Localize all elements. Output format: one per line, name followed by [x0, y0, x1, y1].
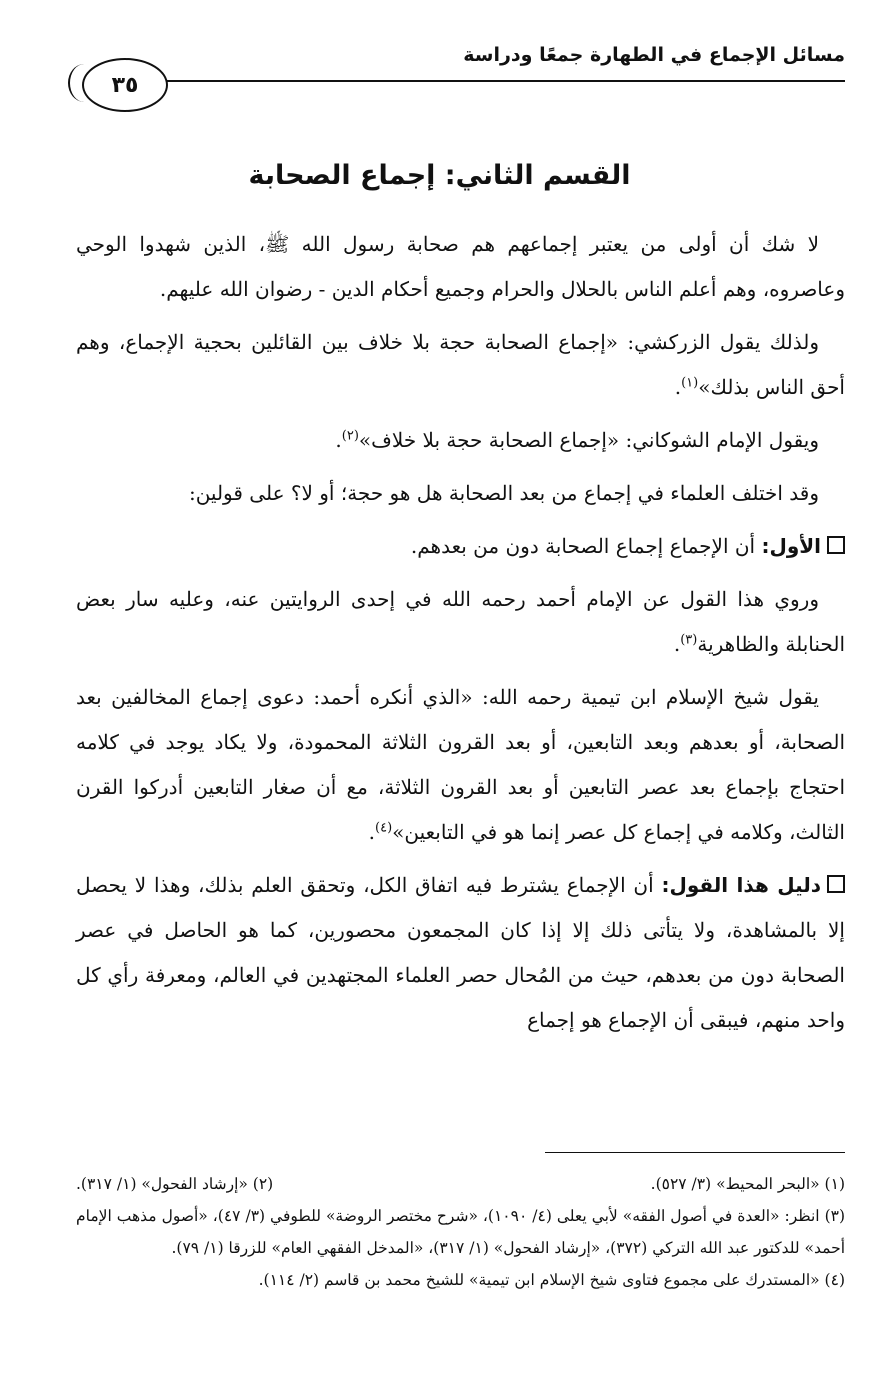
paragraph-ahmad: وروي هذا القول عن الإمام أحمد رحمه الله في إحدى الروايتين عنه، وعليه سار بعض الحنابلة والظاهرية$^{(٣)}$. — [76, 587, 845, 656]
square-bullet-icon — [827, 536, 845, 554]
footnote-ref-2[interactable]: (٢) — [341, 428, 359, 444]
running-title: مسائل الإجماع في الطهارة جمعًا ودراسة — [463, 44, 845, 66]
paragraph-shawkani: ويقول الإمام الشوكاني: «إجماع الصحابة حجة بلا خلاف»$^{(٢)}$. — [335, 428, 819, 452]
footnote-2: (٢) «إرشاد الفحول» (١/ ٣١٧). — [76, 1175, 274, 1193]
page-number-badge — [82, 58, 168, 112]
footnote-ref-4[interactable]: (٤) — [375, 820, 393, 836]
footnote-1: (١) «البحر المحيط» (٣/ ٥٢٧). — [650, 1175, 845, 1193]
footnote-ref-3[interactable]: (٣) — [680, 632, 698, 648]
footnote-ref-1[interactable]: (١) — [681, 375, 699, 391]
paragraph-text: يقول شيخ الإسلام ابن تيمية رحمه الله: «الذي أنكره أحمد: دعوى إجماع المخالفين بعد الصحابة، أو بعدهم وبعد التابعين، أو بعد القرون الثلاثة المحمودة، ولا يكاد يوجد في كلامه احتجاج بإجماع بعد عصر التابعين أو بعد القرون الثلاثة، مع أن صغار التابعين أدركوا القرن الثالث، وكلامه في إجماع كل عصر إنما هو في التابعين» — [76, 685, 845, 844]
paragraph-evidence — [76, 863, 845, 1043]
footnote-3: (٣) انظر: «العدة في أصول الفقه» لأبي يعلى (٤/ ١٠٩٠)، «شرح مختصر الروضة» للطوفي (٣/ ٤٧)، «أصول مذهب الإمام أحمد» للدكتور عبد الله التركي (٣٧٢)، «إرشاد الفحول» (١/ ٣١٧)، «المدخل الفقهي العام» للزرقا (١/ ٧٩). — [76, 1207, 846, 1257]
evidence-label: دليل هذا القول: — [661, 873, 822, 897]
footnote-rule — [545, 1152, 845, 1153]
opinion-label: الأول: — [761, 534, 821, 558]
paragraph-text: وروي هذا القول عن الإمام أحمد رحمه الله في إحدى الروايتين عنه، وعليه سار بعض الحنابلة والظاهرية — [76, 587, 845, 656]
paragraph-intro — [76, 222, 845, 312]
footnote-4: (٤) «المستدرك على مجموع فتاوى شيخ الإسلام ابن تيمية» للشيخ محمد بن قاسم (٢/ ١١٤). — [258, 1271, 845, 1289]
paragraph-text: أن الإجماع يشترط فيه اتفاق الكل، وتحقق العلم بذلك، وهذا لا يحصل إلا بالمشاهدة، ولا يتأتى ذلك إلا إذا كان المجمعون محصورين، كما هو الحاصل في عصر الصحابة دون من بعدهم، حيث من المُحال حصر العلماء المجتهدين في العالم، ومعرفة رأي كل واحد منهم، فيبقى أن الإجماع هو إجماع — [76, 873, 845, 1032]
paragraph-ibn-taymiyya: يقول شيخ الإسلام ابن تيمية رحمه الله: «الذي أنكره أحمد: دعوى إجماع المخالفين بعد الصحابة، أو بعدهم وبعد التابعين، أو بعد القرون الثلاثة المحمودة، ولا يكاد يوجد في كلامه احتجاج بإجماع بعد عصر التابعين أو بعد القرون الثلاثة، مع أن صغار التابعين أدركوا القرن الثالث، وكلامه في إجماع كل عصر إنما هو في التابعين»$^{(٤)}$. — [76, 685, 845, 844]
paragraph-text: أن الإجماع إجماع الصحابة دون من بعدهم. — [410, 534, 756, 558]
section-heading: القسم الثاني: إجماع الصحابة — [248, 160, 631, 191]
footnote-row — [76, 1168, 845, 1200]
paragraph-text: ولذلك يقول الزركشي: «إجماع الصحابة حجة بلا خلاف بين القائلين بحجية الإجماع، وهم أحق الناس بذلك» — [76, 330, 845, 399]
paragraph-text: لا شك أن أولى من يعتبر إجماعهم هم صحابة رسول الله ﷺ، الذين شهدوا الوحي وعاصروه، وهم أعلم الناس بالحلال والحرام وجميع أحكام الدين - رضوان الله عليهم. — [76, 232, 845, 301]
paragraph-text: ويقول الإمام الشوكاني: «إجماع الصحابة حجة بلا خلاف» — [358, 428, 819, 452]
header-rule — [160, 80, 845, 82]
square-bullet-icon — [827, 875, 845, 893]
footnotes — [76, 1168, 845, 1296]
paragraph-first-opinion — [76, 524, 845, 569]
paragraph-zarkashi: ولذلك يقول الزركشي: «إجماع الصحابة حجة بلا خلاف بين القائلين بحجية الإجماع، وهم أحق الناس بذلك»$^{(١)}$. — [76, 330, 845, 399]
page-number: ٣٥ — [111, 72, 139, 98]
paragraph-text: وقد اختلف العلماء في إجماع من بعد الصحابة هل هو حجة؛ أو لا؟ على قولين: — [188, 481, 819, 505]
body-text — [76, 222, 845, 1051]
paragraph-disagreement — [76, 471, 845, 516]
